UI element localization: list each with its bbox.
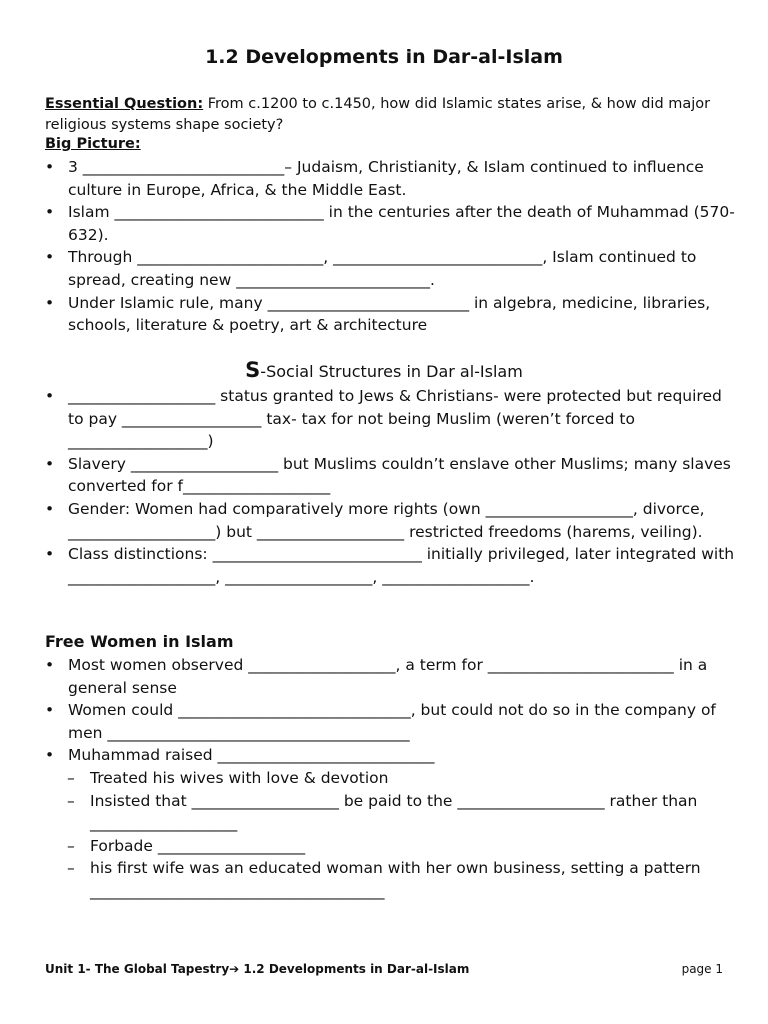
footer-unit-rest: 1.2 Developments in Dar-al-Islam: [239, 962, 470, 976]
list-item: [45, 385, 735, 453]
bullet-icon: •: [45, 499, 55, 518]
list-item: [45, 654, 735, 699]
sub-list-item-text: Treated his wives with love & devotion: [90, 768, 389, 787]
bullet-icon: •: [45, 203, 55, 222]
bullet-icon: •: [45, 158, 55, 176]
list-item-text: Women could ______________________________, but could not do so in the company of men _______________________________________: [68, 701, 716, 742]
arrow-icon: ➔: [229, 962, 240, 976]
list-item: [45, 201, 735, 246]
sub-list-item: [45, 835, 735, 858]
list-item-text: 3 __________________________– Judaism, Christianity, & Islam continued to influence culture in Europe, Africa, & the Middle East.: [68, 158, 704, 199]
bullet-icon: •: [45, 293, 55, 312]
bullet-icon: •: [45, 701, 55, 720]
dash-icon: –: [67, 836, 75, 855]
bullet-icon: •: [45, 454, 55, 473]
social-structures-list: [45, 385, 735, 588]
heading-letter: S: [245, 358, 261, 382]
list-item-text: ___________________ status granted to Jews & Christians- were protected but required to pay __________________ tax- tax for not being Muslim (weren’t forced to __________________): [68, 387, 722, 451]
sub-list-item: [45, 857, 735, 902]
list-item: [45, 498, 735, 543]
sub-list-item-text: Insisted that ___________________ be paid to the ___________________ rather than ___________________: [90, 791, 698, 833]
footer-unit-label: Unit 1- The Global Tapestry: [45, 962, 230, 976]
dash-icon: –: [67, 768, 75, 787]
bullet-icon: •: [45, 746, 55, 765]
list-item: [45, 699, 735, 744]
list-item: [45, 156, 735, 201]
list-item: [45, 292, 735, 337]
heading-rest: -Social Structures in Dar al-Islam: [260, 362, 523, 381]
free-women-list: [45, 654, 735, 903]
essential-question-label: Essential Question:: [45, 96, 204, 112]
bullet-icon: •: [45, 387, 55, 405]
social-structures-heading: [0, 358, 768, 382]
list-item-text: Under Islamic rule, many __________________________ in algebra, medicine, libraries, schools, literature & poetry, art & architecture: [68, 293, 711, 335]
big-picture-list: [45, 156, 735, 337]
list-item-text: Class distinctions: ___________________________ initially privileged, later integrated with ___________________, ___________________, ___________________.: [68, 545, 735, 586]
free-women-heading: Free Women in Islam: [45, 632, 234, 651]
sub-list-item-text: Forbade ___________________: [90, 836, 306, 855]
sub-list-item: [45, 790, 735, 835]
list-item-text: Gender: Women had comparatively more rights (own ___________________, divorce, ___________________) but ___________________ restricted freedoms (harems, veiling).: [68, 499, 705, 541]
muhammad-sublist: [45, 767, 735, 903]
list-item-text: Slavery ___________________ but Muslims couldn’t enslave other Muslims; many slaves converted for f___________________: [68, 454, 731, 496]
sub-list-item: [45, 767, 735, 790]
page-number: page 1: [681, 962, 723, 976]
footer-unit: [45, 962, 469, 976]
page-title: 1.2 Developments in Dar-al-Islam: [205, 46, 563, 68]
bullet-icon: •: [45, 248, 55, 267]
sub-list-item-text: his first wife was an educated woman with her own business, setting a pattern ______________________________________: [90, 859, 701, 900]
list-item-text: Muhammad raised ____________________________: [68, 746, 435, 765]
essential-question: [45, 94, 725, 136]
list-item-text: Through ________________________, ___________________________, Islam continued to spread, creating new _________________________.: [68, 248, 697, 289]
list-item: [45, 453, 735, 498]
dash-icon: –: [67, 791, 75, 810]
list-item-text: Most women observed ___________________, a term for ________________________ in a general sense: [68, 656, 708, 697]
dash-icon: –: [67, 859, 75, 878]
list-item: [45, 744, 735, 902]
list-item: [45, 246, 735, 291]
bullet-icon: •: [45, 545, 55, 564]
list-item: [45, 543, 735, 588]
list-item-text: Islam ___________________________ in the centuries after the death of Muhammad (570-632).: [68, 203, 735, 244]
big-picture-label: Big Picture:: [45, 136, 141, 152]
bullet-icon: •: [45, 656, 55, 674]
essential-question-text: From c.1200 to c.1450, how did Islamic states arise, & how did major religious systems shape society?: [45, 96, 711, 133]
